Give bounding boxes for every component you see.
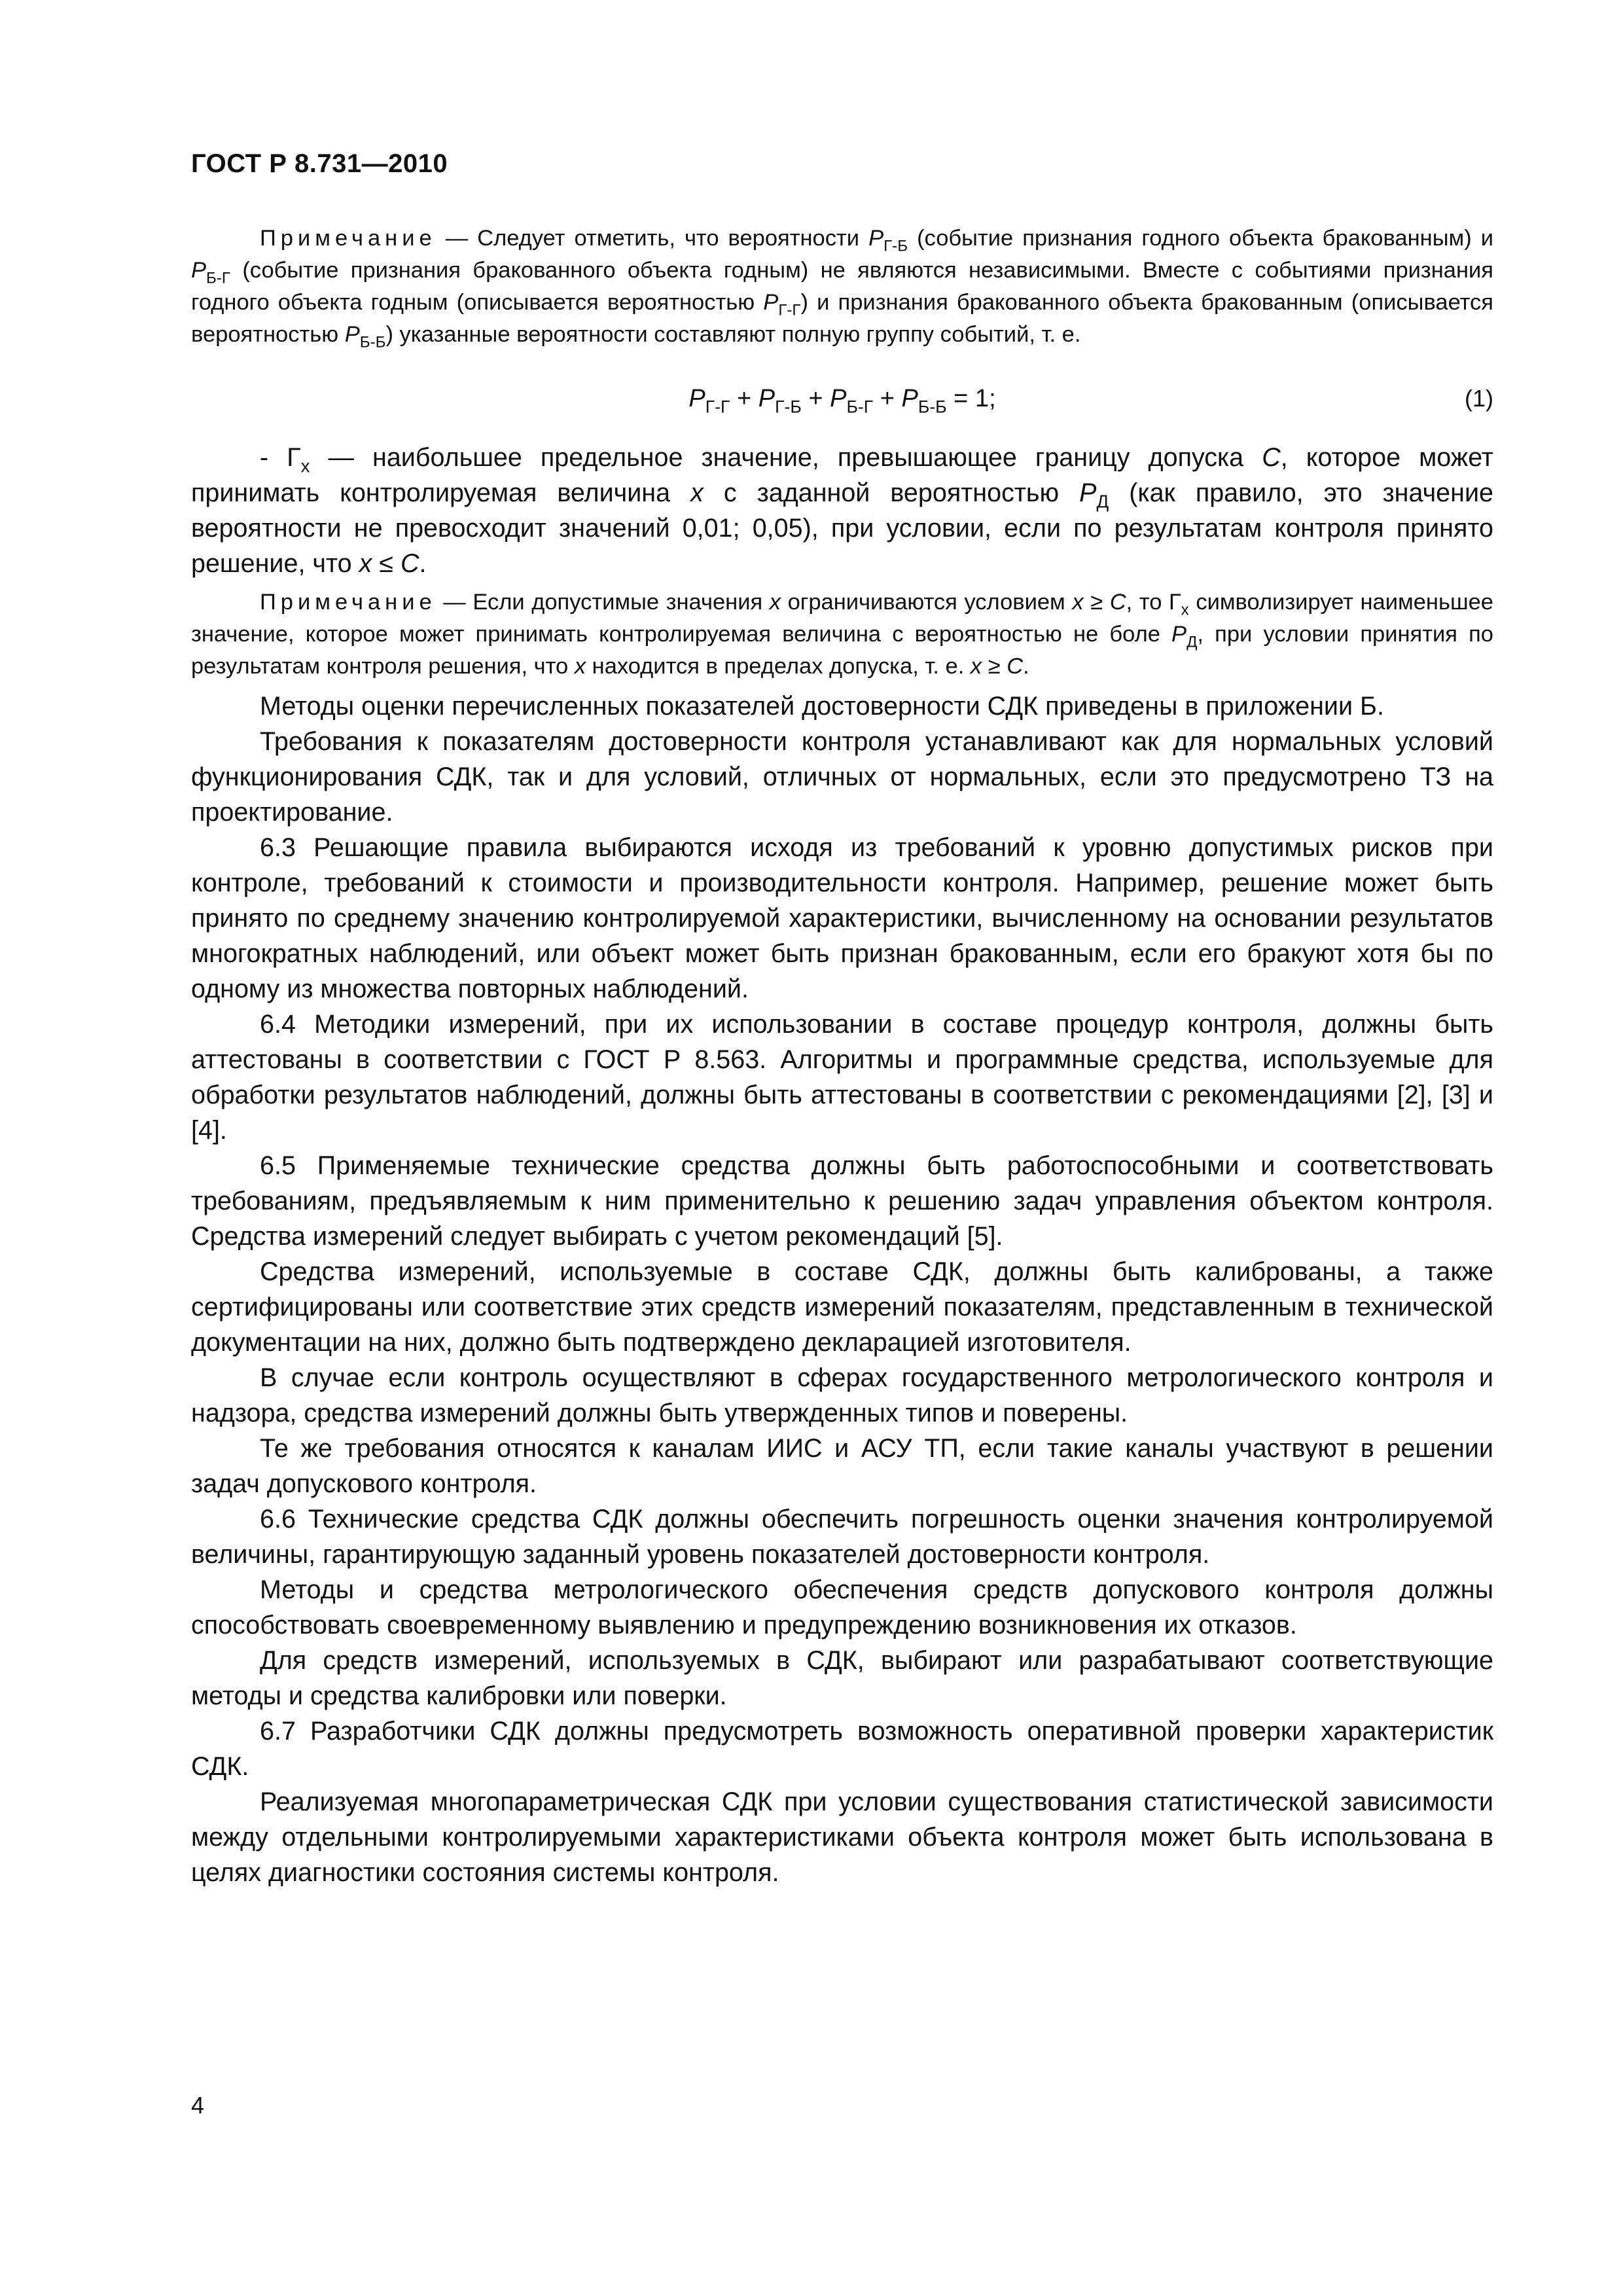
page-number: 4	[191, 2092, 205, 2119]
paragraph: Реализуемая многопараметрическая СДК при условии существования статистической зависимости между отдельными контролируемыми характеристиками объекта контроля может быть использована в целях диагностики состояния системы контроля.	[191, 1787, 1493, 1887]
note-block-1	[191, 223, 1493, 351]
formula-number: (1)	[1465, 385, 1493, 412]
paragraph-6-4: 6.4 Методики измерений, при их использовании в составе процедур контроля, должны быть аттестованы в соответствии с ГОСТ Р 8.563. Алгоритмы и программные средства, используемые для обработки результатов наблюдений, должны быть аттестованы в соответствии с рекомендациями [2], [3] и [4].	[191, 1010, 1493, 1145]
formula-1	[191, 385, 1493, 422]
definition-text: - $Г_x$ — наибольшее предельное значение, превышающее границу допуска C, которое может принимать контролируемая величина x с заданной вероятностью $P_Д$ (как правило, это значение вероятности не превосходит значений 0,01; 0,05), при условии, если по результатам контроля принято решение, что x ≤ C.	[191, 443, 1493, 578]
formula-expression: $P_{Г-Г} + P_{Г-Б} + P_{Б-Г} + P_{Б-Б} = 1$;	[688, 385, 996, 417]
paragraph-6-5: 6.5 Применяемые технические средства должны быть работоспособными и соответствовать требованиям, предъявляемым к ним применительно к решению задач управления объектом контроля. Средства измерений следует выбирать с учетом рекомендаций [5].	[191, 1151, 1493, 1251]
note-block-2	[191, 586, 1493, 683]
paragraph: Средства измерений, используемые в составе СДК, должны быть калиброваны, а также сертифицированы или соответствие этих средств измерений показателям, представленным в технической документации на них, должно быть подтверждено декларацией изготовителя.	[191, 1257, 1493, 1357]
paragraph-6-3: 6.3 Решающие правила выбираются исходя из требований к уровню допустимых рисков при контроле, требований к стоимости и производительности контроля. Например, решение может быть принято по среднему значению контролируемой характеристики, вычисленному на основании результатов многократных наблюдений, или объект может быть признан бракованным, если его бракуют хотя бы по одному из множества повторных наблюдений.	[191, 833, 1493, 1003]
note-label: Примечание	[260, 590, 437, 615]
paragraph: Требования к показателям достоверности контроля устанавливают как для нормальных условий функционирования СДК, так и для условий, отличных от нормальных, если это предусмотрено ТЗ на проектирование.	[191, 727, 1493, 827]
paragraph-6-6: 6.6 Технические средства СДК должны обеспечить погрешность оценки значения контролируемой величины, гарантирующую заданный уровень показателей достоверности контроля.	[191, 1505, 1493, 1569]
note-label: Примечание	[260, 226, 437, 251]
definition-block	[191, 440, 1493, 581]
paragraph: Те же требования относятся к каналам ИИС и АСУ ТП, если такие каналы участвуют в решении задач допускового контроля.	[191, 1434, 1493, 1498]
note-1-text: Примечание — Следует отметить, что вероятности $P_{Г-Б}$ (событие признания годного объекта бракованным) и $P_{Б-Г}$ (событие признания бракованного объекта годным) не являются независимыми. Вместе с событиями признания годного объекта годным (описывается вероятностью $P_{Г-Г}$) и признания бракованного объекта бракованным (описывается вероятностью $P_{Б-Б}$) указанные вероятности составляют полную группу событий, т. е.	[191, 226, 1493, 351]
paragraph: Для средств измерений, используемых в СДК, выбирают или разрабатывают соответствующие методы и средства калибровки или поверки.	[191, 1646, 1493, 1710]
paragraph: Методы и средства метрологического обеспечения средств допускового контроля должны способствовать своевременному выявлению и предупреждению возникновения их отказов.	[191, 1575, 1493, 1640]
paragraph-6-7: 6.7 Разработчики СДК должны предусмотреть возможность оперативной проверки характеристик СДК.	[191, 1717, 1493, 1781]
note-2-text: Примечание — Если допустимые значения x ограничиваются условием x ≥ C, то $Г_x$ символизирует наименьшее значение, которое может принимать контролируемая величина с вероятностью не боле $P_Д$, при условии принятия по результатам контроля решения, что x находится в пределах допуска, т. е. x ≥ C.	[191, 590, 1493, 679]
paragraph: В случае если контроль осуществляют в сферах государственного метрологического контроля и надзора, средства измерений должны быть утвержденных типов и поверены.	[191, 1363, 1493, 1427]
document-header: ГОСТ Р 8.731—2010	[191, 149, 448, 178]
body-text	[191, 689, 1493, 1890]
paragraph: Методы оценки перечисленных показателей достоверности СДК приведены в приложении Б.	[260, 692, 1384, 721]
